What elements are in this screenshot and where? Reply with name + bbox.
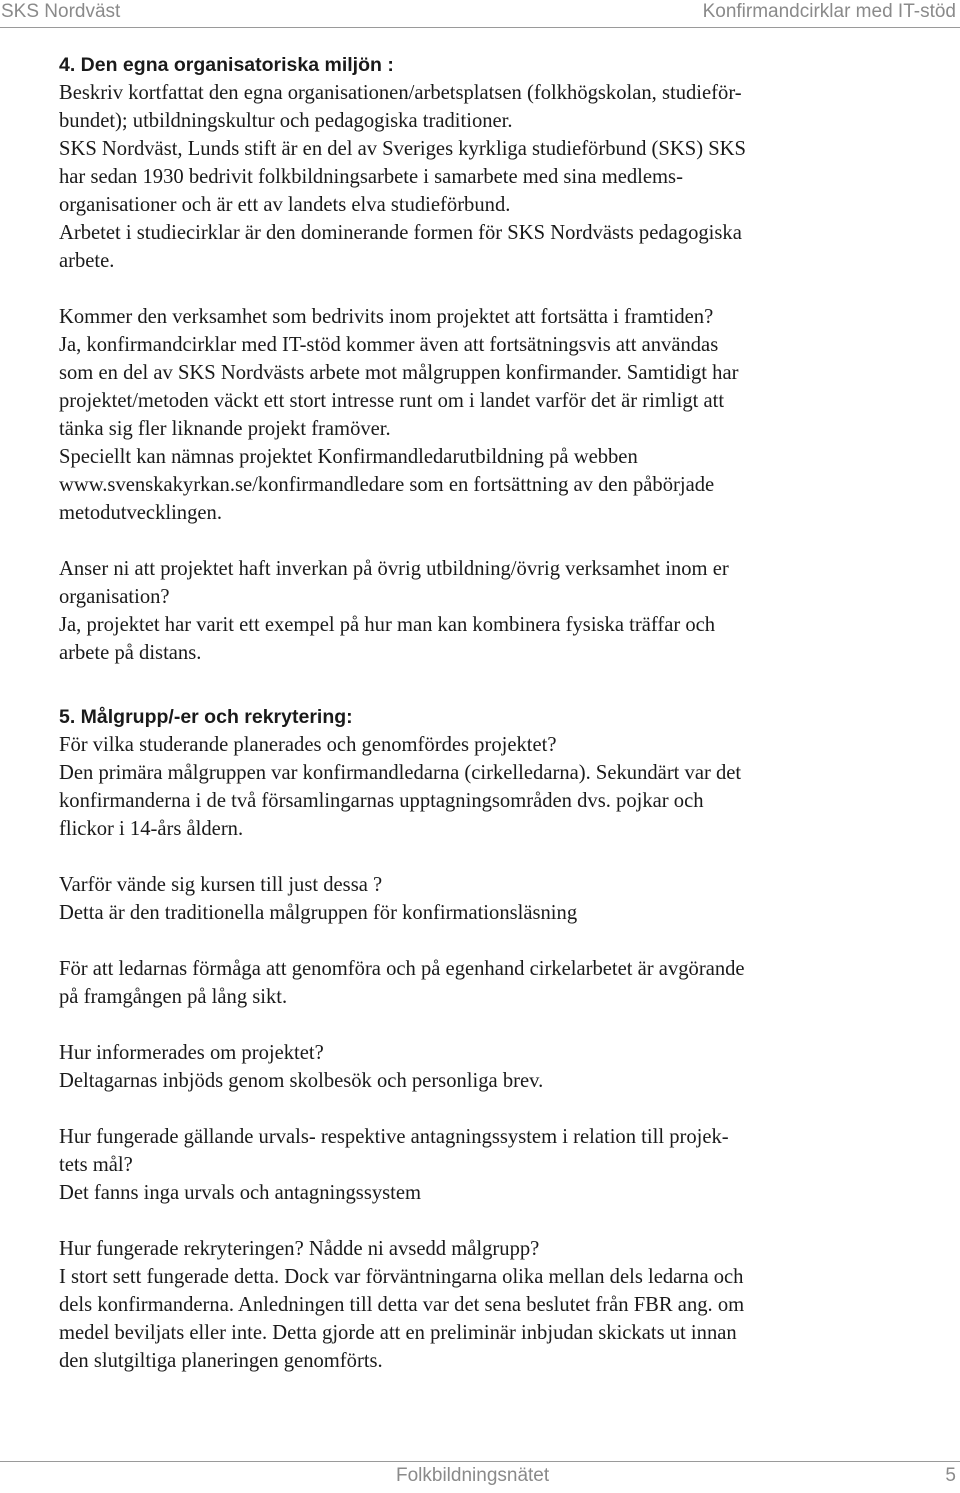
section-4-paragraph [59, 79, 919, 275]
text-line: projektet/metoden väckt ett stort intresse runt om i landet varför det är rimligt att [59, 390, 725, 412]
page-number: 5 [945, 1465, 956, 1486]
spacer [59, 275, 919, 303]
section-4-impact [59, 555, 919, 667]
section-4-continuation [59, 303, 919, 527]
header-organization: SKS Nordväst [1, 1, 121, 22]
text-line: som en del av SKS Nordvästs arbete mot målgruppen konfirmander. Samtidigt har [59, 362, 739, 384]
text-line: www.svenskakyrkan.se/konfirmandledare som en fortsättning av den påbörjade [59, 474, 715, 496]
question-line: Hur fungerade gällande urvals- respektive antagningssystem i relation till projek- [59, 1126, 729, 1148]
text-line: Detta är den traditionella målgruppen för konfirmationsläsning [59, 902, 578, 924]
spacer [59, 843, 919, 871]
question-line: Varför vände sig kursen till just dessa ? [59, 874, 383, 896]
text-line: Beskriv kortfattat den egna organisationen/arbetsplatsen (folkhögskolan, studieför- [59, 82, 742, 104]
text-line: I stort sett fungerade detta. Dock var förväntningarna olika mellan dels ledarna och [59, 1266, 744, 1288]
spacer [59, 1207, 919, 1235]
section-4-heading: 4. Den egna organisatoriska miljön : [59, 54, 394, 76]
text-line: på framgången på lång sikt. [59, 986, 288, 1008]
question-line: Hur informerades om projektet? [59, 1042, 324, 1064]
text-line: flickor i 14-års åldern. [59, 818, 244, 840]
text-line: Speciellt kan nämnas projektet Konfirmandledarutbildning på webben [59, 446, 638, 468]
text-line: metodutvecklingen. [59, 502, 222, 524]
text-line: arbete på distans. [59, 642, 202, 664]
question-line: tets mål? [59, 1154, 133, 1176]
text-line: konfirmanderna i de två församlingarnas upptagningsområden dvs. pojkar och [59, 790, 704, 812]
text-line: bundet); utbildningskultur och pedagogiska traditioner. [59, 110, 513, 132]
spacer [59, 667, 919, 695]
section-5-heading: 5. Målgrupp/-er och rekrytering: [59, 706, 353, 728]
section-5-selection [59, 1123, 919, 1207]
question-line: organisation? [59, 586, 170, 608]
question-line: Hur fungerade rekryteringen? Nådde ni avsedd målgrupp? [59, 1238, 540, 1260]
spacer [59, 695, 919, 703]
text-line: dels konfirmanderna. Anledningen till detta var det sena beslutet från FBR ang. om [59, 1294, 745, 1316]
text-line: har sedan 1930 bedrivit folkbildningsarbete i samarbete med sina medlems- [59, 166, 683, 188]
question-line: För vilka studerande planerades och genomfördes projektet? [59, 734, 557, 756]
page-header [0, 0, 960, 26]
spacer [59, 927, 919, 955]
footer-site-name: Folkbildningsnätet [396, 1465, 550, 1486]
text-line: tänka sig fler liknande projekt framöver. [59, 418, 391, 440]
text-line: den slutgiltiga planeringen genomförts. [59, 1350, 383, 1372]
question-line: Kommer den verksamhet som bedrivits inom projektet att fortsätta i framtiden? [59, 306, 714, 328]
text-line: Ja, konfirmandcirklar med IT-stöd kommer även att fortsätningsvis att användas [59, 334, 719, 356]
section-5-why [59, 871, 919, 927]
text-line: Den primära målgruppen var konfirmandledarna (cirkelledarna). Sekundärt var det [59, 762, 742, 784]
footer-divider [0, 1461, 960, 1462]
text-line: Det fanns inga urvals och antagningssystem [59, 1182, 422, 1204]
text-line: SKS Nordväst, Lunds stift är en del av Sveriges kyrkliga studieförbund (SKS) SKS [59, 138, 746, 160]
text-line: organisationer och är ett av landets elva studieförbund. [59, 194, 511, 216]
text-line: Deltagarnas inbjöds genom skolbesök och personliga brev. [59, 1070, 544, 1092]
section-5-recruitment [59, 1235, 919, 1375]
text-line: Arbetet i studiecirklar är den dominerande formen för SKS Nordvästs pedagogiska [59, 222, 742, 244]
spacer [59, 1095, 919, 1123]
document-body [59, 51, 919, 1375]
text-line: medel beviljats eller inte. Detta gjorde att en preliminär inbjudan skickats ut innan [59, 1322, 737, 1344]
section-5-target-group [59, 731, 919, 843]
text-line: Ja, projektet har varit ett exempel på hur man kan kombinera fysiska träffar och [59, 614, 716, 636]
spacer [59, 1011, 919, 1039]
question-line: Anser ni att projektet haft inverkan på övrig utbildning/övrig verksamhet inom er [59, 558, 729, 580]
header-divider [0, 27, 960, 28]
spacer [59, 527, 919, 555]
page-footer [0, 1455, 960, 1493]
header-document-title: Konfirmandcirklar med IT-stöd [702, 1, 956, 22]
text-line: arbete. [59, 250, 115, 272]
section-5-leaders [59, 955, 919, 1011]
section-5-information [59, 1039, 919, 1095]
text-line: För att ledarnas förmåga att genomföra och på egenhand cirkelarbetet är avgörande [59, 958, 745, 980]
